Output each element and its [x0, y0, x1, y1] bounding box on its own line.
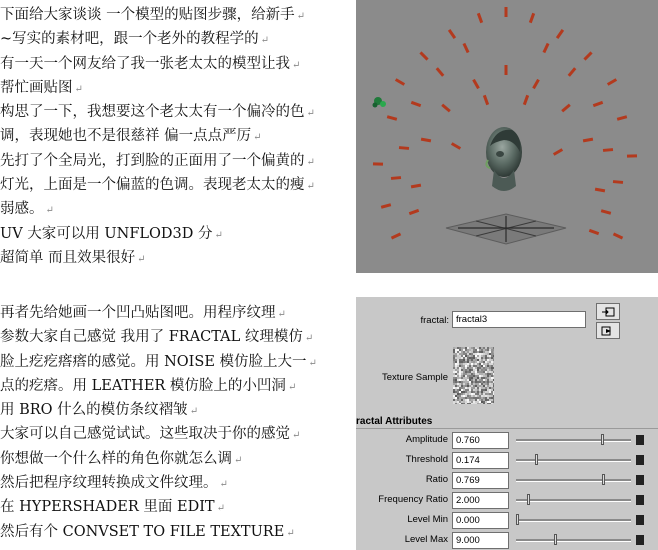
input-connection-icon[interactable] — [596, 303, 620, 320]
map-texture-button[interactable] — [636, 475, 644, 485]
spot-light-icon — [595, 188, 605, 193]
paragraph-mark-icon: ↵ — [214, 229, 223, 241]
paragraph-mark-icon: ↵ — [287, 381, 297, 393]
node-name-field[interactable]: fractal3 — [452, 311, 586, 328]
paragraph-mark-icon: ↵ — [292, 59, 301, 71]
spot-light-icon — [441, 104, 451, 113]
viewport-scene — [356, 0, 658, 273]
paragraph-mark-icon: ↵ — [306, 181, 315, 193]
paragraph-mark-icon: ↵ — [296, 11, 305, 22]
spot-light-icon — [373, 162, 383, 165]
text-line-content: ~写实的素材吧，跟一个老外的教程学的 — [0, 31, 259, 48]
text-line — [0, 197, 352, 221]
spot-light-icon — [505, 65, 508, 75]
text-line — [0, 471, 352, 495]
spot-light-icon — [381, 203, 391, 208]
text-line — [0, 173, 352, 197]
text-line-content: UV 大家可以用 UNFLOD3D 分 — [0, 225, 213, 242]
article-text-top — [0, 3, 352, 270]
text-line-content: 你想做一个什么样的角色你就怎么调 — [0, 450, 232, 467]
paragraph-mark-icon: ↵ — [260, 35, 270, 47]
text-line-content: 先打了个全局光，打到脸的正面用了一个偏黄的 — [0, 152, 305, 169]
spot-light-icon — [613, 180, 623, 184]
text-line — [0, 520, 352, 544]
attribute-value-field[interactable]: 0.760 — [452, 432, 509, 449]
attribute-label: Level Max — [404, 534, 448, 545]
attribute-editor — [356, 297, 658, 550]
attribute-row — [356, 431, 658, 450]
paragraph-mark-icon: ↵ — [306, 108, 315, 120]
attribute-slider[interactable] — [516, 539, 631, 542]
spot-light-icon — [421, 138, 431, 143]
maya-viewport[interactable] — [356, 0, 658, 273]
text-line-content: 帮忙画贴图 — [0, 79, 73, 96]
spot-light-icon — [391, 176, 401, 180]
spot-light-icon — [593, 101, 603, 107]
spot-light-icon — [387, 115, 397, 120]
slider-handle[interactable] — [527, 494, 530, 505]
spot-light-icon — [568, 67, 577, 77]
attribute-label: Frequency Ratio — [378, 494, 448, 505]
map-texture-button[interactable] — [636, 495, 644, 505]
text-line-content: 超简单 而且效果很好 — [0, 249, 136, 266]
slider-handle[interactable] — [602, 474, 605, 485]
paragraph-mark-icon: ↵ — [219, 479, 228, 491]
locator-icon — [373, 97, 387, 108]
spot-light-icon — [395, 78, 405, 86]
attribute-label: Level Min — [407, 514, 448, 525]
spot-light-icon — [627, 154, 637, 157]
attribute-value-field[interactable]: 0.000 — [452, 512, 509, 529]
attribute-row — [356, 471, 658, 490]
spot-light-icon — [436, 67, 445, 77]
attribute-label: Threshold — [405, 454, 448, 465]
attribute-value-field[interactable]: 2.000 — [452, 492, 509, 509]
texture-sample-label: Texture Sample — [381, 372, 448, 383]
slider-handle[interactable] — [516, 514, 519, 525]
spot-light-icon — [556, 29, 564, 39]
text-line — [0, 27, 352, 51]
spot-light-icon — [472, 79, 480, 89]
slider-handle[interactable] — [535, 454, 538, 465]
spot-light-icon — [411, 184, 421, 189]
text-line — [0, 124, 352, 148]
map-texture-button[interactable] — [636, 455, 644, 465]
text-line-content: 构思了一下，我想要这个老太太有一个偏冷的色 — [0, 104, 305, 121]
text-line-content: 然后有个 CONVSET TO FILE TEXTURE — [0, 523, 285, 540]
attribute-slider[interactable] — [516, 519, 631, 522]
ground-plane — [446, 214, 566, 244]
section-title: ractal Attributes — [356, 416, 433, 427]
attribute-slider[interactable] — [516, 479, 631, 482]
paragraph-mark-icon: ↵ — [234, 454, 243, 466]
text-line-content: 下面给大家谈谈 一个模型的贴图步骤，给新手 — [0, 7, 295, 23]
texture-sample-swatch — [453, 347, 494, 404]
text-line — [0, 495, 352, 519]
text-line — [0, 222, 352, 246]
attribute-slider[interactable] — [516, 439, 631, 442]
slider-handle[interactable] — [554, 534, 557, 545]
spot-light-icon — [477, 13, 483, 23]
paragraph-mark-icon: ↵ — [277, 309, 286, 320]
paragraph-mark-icon: ↵ — [137, 253, 146, 265]
spot-light-icon — [505, 7, 508, 17]
text-line-content: 在 HYPERSHADER 里面 EDIT — [0, 499, 215, 516]
paragraph-mark-icon: ↵ — [304, 333, 314, 345]
spot-light-icon — [613, 233, 623, 240]
paragraph-mark-icon: ↵ — [253, 132, 262, 144]
paragraph-mark-icon: ↵ — [306, 156, 315, 168]
spot-light-icon — [543, 43, 550, 53]
spot-light-icon — [409, 209, 419, 215]
spot-light-icon — [553, 148, 563, 156]
attribute-label: Amplitude — [405, 434, 448, 445]
text-line-content: 点的疙瘩。用 LEATHER 模仿脸上的小凹洞 — [0, 377, 286, 394]
spot-light-icon — [589, 229, 599, 235]
spot-light-icon — [529, 13, 535, 23]
text-line-content: 用 BRO 什么的模仿条纹褶皱 — [0, 402, 188, 419]
spot-light-icon — [561, 104, 571, 113]
paragraph-mark-icon: ↵ — [189, 406, 199, 418]
attribute-row — [356, 491, 658, 510]
paragraph-mark-icon: ↵ — [286, 527, 295, 539]
text-line — [0, 447, 352, 471]
output-connection-icon[interactable] — [596, 322, 620, 339]
light-dome — [373, 7, 637, 239]
attribute-row — [356, 531, 658, 550]
text-line — [0, 3, 352, 27]
text-line-content: 然后把程序纹理转换成文件纹理。 — [0, 475, 218, 492]
attribute-value-field[interactable]: 9.000 — [452, 532, 509, 549]
node-label: fractal: — [420, 315, 449, 326]
text-line-content: 灯光，上面是一个偏蓝的色调。表现老太太的瘦 — [0, 177, 305, 194]
spot-light-icon — [448, 29, 456, 39]
text-line-content: 再者先给她画一个凹凸贴图吧。用程序纹理 — [0, 305, 276, 321]
text-line-content: 参数大家自己感觉 我用了 FRACTAL 纹理模仿 — [0, 329, 303, 346]
text-line — [0, 149, 352, 173]
spot-light-icon — [532, 79, 540, 89]
paragraph-mark-icon: ↵ — [45, 205, 54, 217]
slider-handle[interactable] — [601, 434, 604, 445]
text-line-content: 脸上疙疙瘩瘩的感觉。用 NOISE 模仿脸上大一 — [0, 353, 307, 370]
spot-light-icon — [391, 233, 401, 240]
spot-light-icon — [601, 209, 611, 214]
spot-light-icon — [583, 51, 592, 60]
spot-light-icon — [419, 51, 428, 60]
text-line — [0, 52, 352, 76]
spot-light-icon — [411, 101, 421, 107]
text-line-content: 大家可以自己感觉试试。这些取决于你的感觉 — [0, 426, 290, 443]
attribute-row — [356, 451, 658, 470]
text-line — [0, 76, 352, 100]
map-texture-button[interactable] — [636, 435, 644, 445]
attribute-row — [356, 511, 658, 530]
text-line — [0, 374, 352, 398]
text-line — [0, 350, 352, 374]
paragraph-mark-icon: ↵ — [216, 503, 225, 515]
text-line — [0, 301, 352, 325]
text-line-content: 调，表现她也不是很慈祥 偏一点点严厉 — [0, 128, 252, 145]
text-line-content: 弱感。 — [0, 201, 44, 218]
attribute-value-field[interactable]: 0.174 — [452, 452, 509, 469]
text-line-content: 有一天一个网友给了我一张老太太的模型让我 — [0, 55, 290, 72]
text-line — [0, 100, 352, 124]
text-line — [0, 325, 352, 349]
spot-light-icon — [617, 115, 627, 120]
attribute-value-field[interactable]: 0.769 — [452, 472, 509, 489]
attribute-slider[interactable] — [516, 499, 631, 502]
spot-light-icon — [523, 95, 529, 105]
text-line — [0, 398, 352, 422]
spot-light-icon — [607, 78, 617, 86]
text-line — [0, 246, 352, 270]
attribute-slider[interactable] — [516, 459, 631, 462]
spot-light-icon — [399, 146, 409, 150]
paragraph-mark-icon: ↵ — [292, 430, 301, 442]
spot-light-icon — [603, 148, 613, 152]
attribute-label: Ratio — [425, 474, 448, 485]
article-text-bottom — [0, 301, 352, 544]
spot-light-icon — [583, 138, 593, 143]
spot-light-icon — [463, 43, 470, 53]
paragraph-mark-icon: ↵ — [74, 83, 83, 95]
paragraph-mark-icon: ↵ — [308, 357, 317, 369]
map-texture-button[interactable] — [636, 515, 644, 525]
head-model — [486, 127, 522, 191]
spot-light-icon — [483, 95, 489, 105]
map-texture-button[interactable] — [636, 535, 644, 545]
text-line — [0, 422, 352, 446]
spot-light-icon — [451, 142, 461, 150]
